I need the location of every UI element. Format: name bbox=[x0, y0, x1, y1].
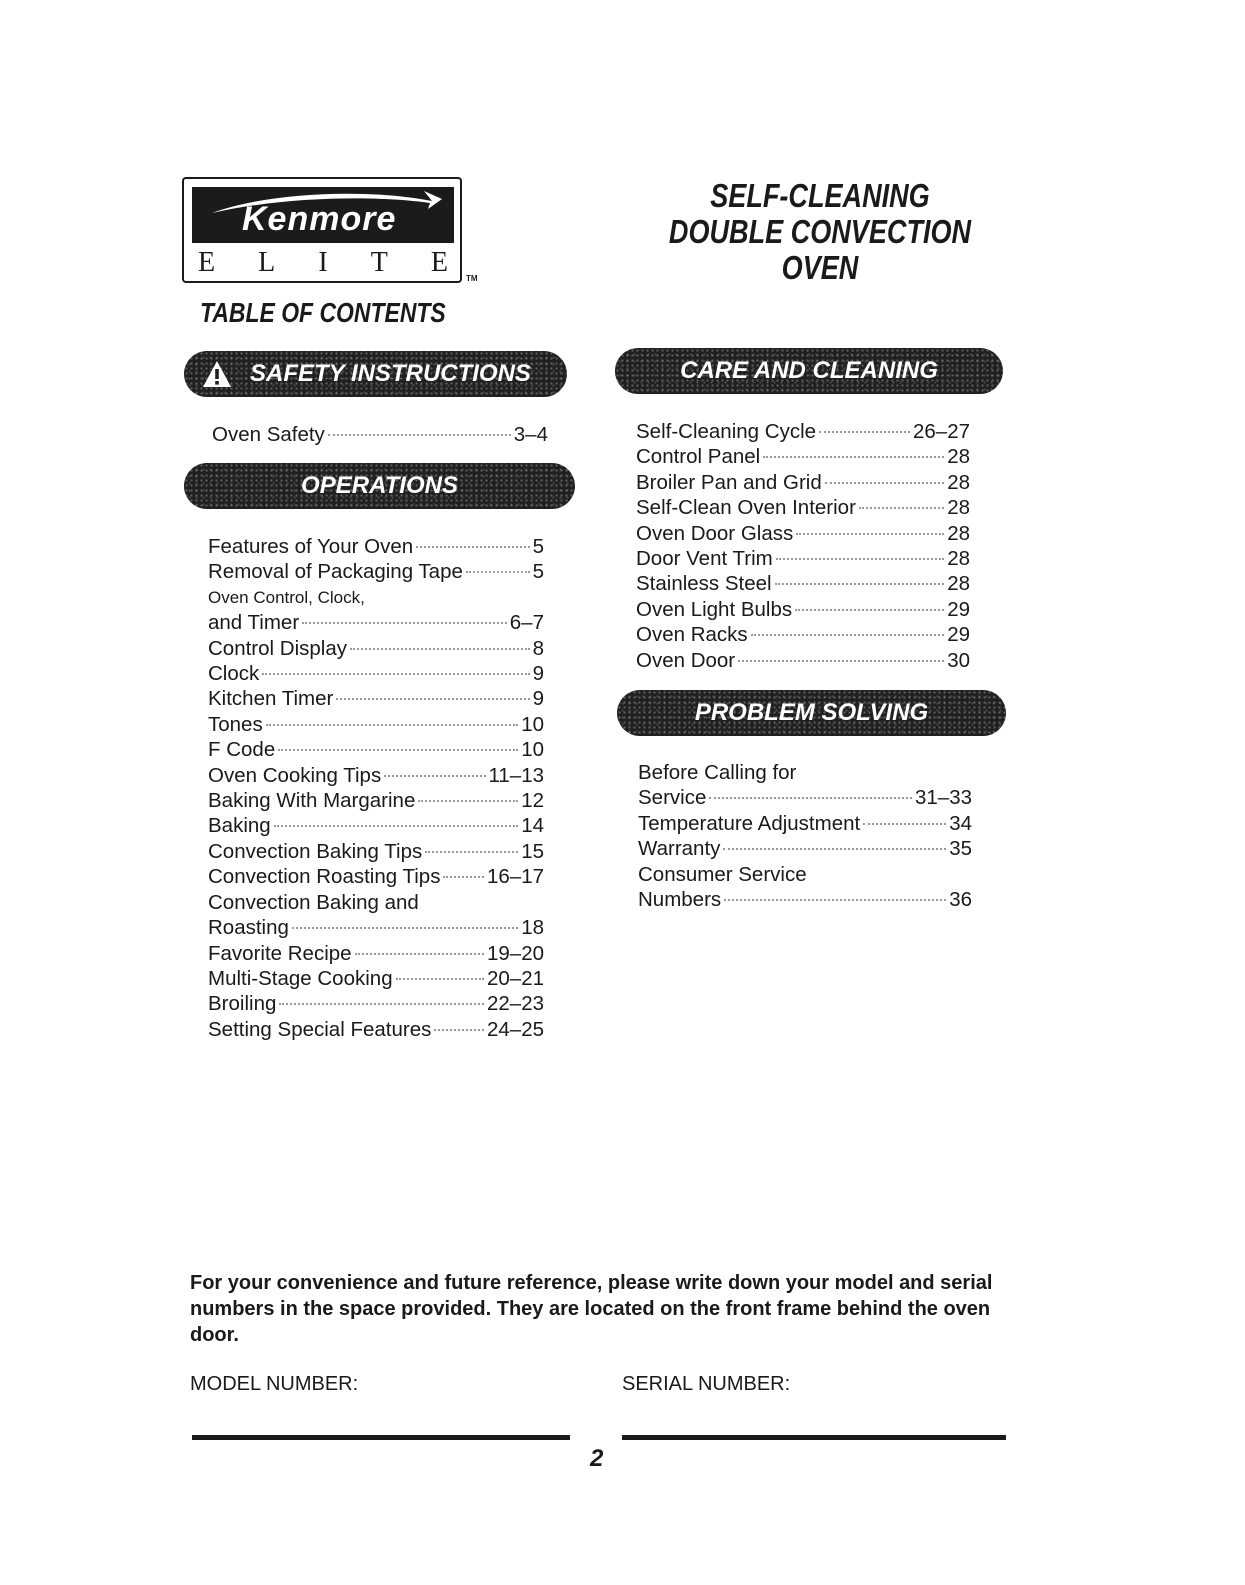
toc-entry-page: 5 bbox=[532, 535, 544, 558]
toc-entry bbox=[638, 887, 972, 912]
dot-leader bbox=[418, 800, 518, 802]
toc-entry-page: 14 bbox=[521, 814, 544, 838]
toc-entry bbox=[636, 597, 970, 622]
toc-entry bbox=[638, 836, 972, 861]
dot-leader bbox=[336, 698, 529, 700]
toc-entry-title: Control Panel bbox=[636, 445, 761, 469]
toc-entry-page: 28 bbox=[947, 521, 970, 545]
dot-leader bbox=[443, 876, 484, 878]
dot-leader bbox=[723, 848, 946, 850]
toc-entry bbox=[208, 839, 544, 864]
toc-entry bbox=[636, 648, 970, 673]
dot-leader bbox=[863, 823, 946, 825]
toc-entry bbox=[636, 571, 970, 596]
section-header-operations bbox=[184, 463, 575, 509]
section-header-safety bbox=[184, 351, 567, 397]
dot-leader bbox=[292, 927, 518, 929]
toc-entry-title: Warranty bbox=[638, 837, 721, 861]
toc-entry-title: Multi-Stage Cooking bbox=[208, 966, 393, 990]
serial-number-line bbox=[622, 1435, 1006, 1440]
toc-entry-title: Self-Cleaning Cycle bbox=[636, 420, 817, 443]
dot-leader bbox=[751, 634, 945, 636]
dot-leader bbox=[776, 558, 944, 560]
toc-entry bbox=[208, 763, 544, 788]
dot-leader bbox=[262, 673, 529, 675]
toc-entry bbox=[638, 785, 972, 810]
dot-leader bbox=[416, 546, 529, 548]
dot-leader bbox=[434, 1029, 484, 1031]
toc-entry-title: Oven Cooking Tips bbox=[208, 763, 382, 787]
dot-leader bbox=[266, 724, 518, 726]
toc-entry bbox=[208, 661, 544, 686]
toc-entry-page: 35 bbox=[949, 837, 972, 861]
toc-entry bbox=[208, 686, 544, 711]
toc-entry-title: Numbers bbox=[638, 888, 722, 912]
toc-entry-page: 24–25 bbox=[486, 1017, 544, 1041]
dot-leader bbox=[396, 978, 484, 980]
serial-number-label: SERIAL NUMBER: bbox=[622, 1373, 791, 1395]
toc-entry-page: 8 bbox=[532, 636, 544, 660]
section-label: SAFETY INSTRUCTIONS bbox=[250, 360, 531, 387]
toc-entry-page: 28 bbox=[947, 470, 970, 494]
toc-entry bbox=[208, 737, 544, 762]
toc-entry-page: 26–27 bbox=[912, 420, 970, 443]
toc-entry bbox=[208, 941, 544, 966]
dot-leader bbox=[350, 648, 530, 650]
toc-entry-title: Before Calling for bbox=[638, 761, 797, 784]
toc-entry-title: Baking With Margarine bbox=[208, 789, 416, 813]
toc-entry bbox=[208, 915, 544, 940]
convenience-note: For your convenience and future reference, please write down your model and serial numbers in the space provided. They are located on the front frame behind the oven door. bbox=[190, 1272, 993, 1346]
toc-entry-page: 30 bbox=[947, 648, 970, 672]
toc-entry bbox=[638, 760, 972, 785]
title-line: OVEN bbox=[781, 249, 859, 286]
toc-entry-page: 20–21 bbox=[486, 966, 544, 990]
dot-leader bbox=[355, 953, 484, 955]
toc-entry-title: F Code bbox=[208, 738, 276, 762]
toc-entry-title: Features of Your Oven bbox=[208, 535, 414, 558]
section-header-problem bbox=[617, 690, 1006, 736]
toc-entry-title: Oven Control, Clock, bbox=[208, 587, 365, 607]
dot-leader bbox=[819, 431, 910, 433]
toc-entry-page: 9 bbox=[532, 687, 544, 711]
toc-entry-title: Convection Roasting Tips bbox=[208, 865, 441, 889]
toc-entry-title: Oven Door Glass bbox=[636, 521, 794, 545]
toc-entry-title: Self-Clean Oven Interior bbox=[636, 496, 856, 520]
toc-entry-title: Stainless Steel bbox=[636, 572, 772, 596]
toc-entry-title: Service bbox=[638, 786, 707, 810]
toc-entry-title: Clock bbox=[208, 662, 260, 686]
toc-entry bbox=[208, 890, 544, 915]
toc-entry-page: 22–23 bbox=[486, 992, 544, 1016]
toc-entry bbox=[208, 585, 544, 610]
toc-entry bbox=[636, 495, 970, 520]
toc-entry-page: 3–4 bbox=[513, 423, 548, 446]
toc-entry bbox=[636, 622, 970, 647]
toc-entry-title: Oven Racks bbox=[636, 623, 748, 647]
dot-leader bbox=[796, 533, 944, 535]
title-line: SELF-CLEANING bbox=[710, 177, 930, 214]
toc-entry-title: Oven Light Bulbs bbox=[636, 597, 793, 621]
toc-entry bbox=[638, 811, 972, 836]
toc-entry-page: 18 bbox=[521, 916, 544, 940]
dot-leader bbox=[738, 660, 944, 662]
toc-entry bbox=[208, 991, 544, 1016]
kenmore-elite-logo bbox=[182, 177, 462, 283]
logo-bar bbox=[192, 187, 454, 243]
model-number-line bbox=[192, 1435, 570, 1440]
section-label: PROBLEM SOLVING bbox=[694, 699, 929, 726]
toc-entry bbox=[208, 864, 544, 889]
toc-entry-page: 5 bbox=[532, 560, 544, 584]
toc-entry-title: Control Display bbox=[208, 636, 347, 660]
toc-entry-title: Kitchen Timer bbox=[208, 687, 334, 711]
toc-title: TABLE OF CONTENTS bbox=[200, 297, 446, 328]
dot-leader bbox=[384, 775, 485, 777]
toc-entry-page: 34 bbox=[949, 811, 972, 835]
toc-entry-title: Setting Special Features bbox=[208, 1017, 432, 1041]
dot-leader bbox=[724, 899, 946, 901]
logo-letter: L bbox=[258, 247, 276, 278]
toc-entry-page: 28 bbox=[947, 547, 970, 571]
toc-entry-title: Convection Baking Tips bbox=[208, 839, 423, 863]
toc-entry bbox=[208, 966, 544, 991]
logo-letter: I bbox=[318, 247, 328, 278]
dot-leader bbox=[274, 825, 519, 827]
toc-entry-page: 9 bbox=[532, 662, 544, 686]
toc-entry-page: 10 bbox=[521, 738, 544, 762]
title-line: DOUBLE CONVECTION bbox=[668, 213, 972, 250]
toc-entry-title: Convection Baking and bbox=[208, 890, 419, 914]
toc-entry bbox=[636, 419, 970, 444]
dot-leader bbox=[825, 482, 944, 484]
toc-entry bbox=[636, 546, 970, 571]
toc-entry-title: Broiling bbox=[208, 992, 277, 1016]
toc-entry bbox=[208, 559, 544, 584]
dot-leader bbox=[279, 1003, 484, 1005]
model-number-label: MODEL NUMBER: bbox=[190, 1373, 359, 1395]
toc-entry-title: Favorite Recipe bbox=[208, 941, 352, 965]
logo-elite bbox=[198, 249, 448, 277]
toc-entry bbox=[638, 862, 972, 887]
toc-entry-title: Consumer Service bbox=[638, 862, 807, 886]
toc-entry-page: 12 bbox=[521, 789, 544, 813]
dot-leader bbox=[328, 434, 511, 436]
toc-entry-title: Oven Door bbox=[636, 648, 736, 672]
section-label: OPERATIONS bbox=[301, 472, 458, 499]
logo-letter: E bbox=[430, 247, 448, 278]
toc-entry bbox=[208, 534, 544, 559]
toc-entry bbox=[636, 444, 970, 469]
dot-leader bbox=[278, 749, 518, 751]
dot-leader bbox=[775, 583, 945, 585]
toc-entry-page: 15 bbox=[521, 839, 544, 863]
dot-leader bbox=[302, 622, 507, 624]
toc-entry-page: 19–20 bbox=[486, 941, 544, 965]
toc-entry bbox=[208, 636, 544, 661]
dot-leader bbox=[425, 851, 518, 853]
toc-entry-title: Door Vent Trim bbox=[636, 547, 773, 571]
toc-entry-page: 10 bbox=[521, 712, 544, 736]
toc-entry bbox=[208, 610, 544, 635]
trademark-mark: TM bbox=[466, 274, 478, 283]
toc-entry-page: 31–33 bbox=[914, 786, 972, 810]
toc-entry-page: 29 bbox=[947, 623, 970, 647]
toc-entry-page: 29 bbox=[947, 597, 970, 621]
toc-list-problem bbox=[638, 760, 972, 912]
logo-brand: Kenmore bbox=[242, 200, 397, 238]
toc-entry-page: 28 bbox=[947, 445, 970, 469]
toc-entry-page: 28 bbox=[947, 572, 970, 596]
dot-leader bbox=[466, 571, 530, 573]
logo-letter: T bbox=[370, 247, 388, 278]
section-header-care bbox=[615, 348, 1003, 394]
document-title bbox=[656, 178, 984, 286]
toc-entry-title: Baking bbox=[208, 814, 271, 838]
toc-entry-title: Roasting bbox=[208, 916, 289, 940]
toc-entry-title: and Timer bbox=[208, 611, 300, 635]
toc-list-safety bbox=[212, 422, 548, 447]
toc-entry bbox=[208, 1017, 544, 1042]
dot-leader bbox=[709, 797, 912, 799]
toc-entry bbox=[636, 521, 970, 546]
toc-entry-page: 28 bbox=[947, 496, 970, 520]
toc-entry-page: 11–13 bbox=[488, 763, 544, 787]
toc-entry-title: Broiler Pan and Grid bbox=[636, 470, 822, 494]
toc-list-care bbox=[636, 419, 970, 673]
toc-entry-title: Temperature Adjustment bbox=[638, 811, 861, 835]
logo-letter: E bbox=[198, 247, 216, 278]
section-label: CARE AND CLEANING bbox=[680, 357, 938, 384]
dot-leader bbox=[859, 507, 944, 509]
toc-entry-title: Oven Safety bbox=[212, 423, 325, 446]
toc-entry bbox=[208, 788, 544, 813]
toc-entry-title: Removal of Packaging Tape bbox=[208, 560, 463, 584]
toc-entry-page: 16–17 bbox=[486, 865, 544, 889]
toc-entry bbox=[208, 712, 544, 737]
toc-list-operations bbox=[208, 534, 544, 1042]
dot-leader bbox=[795, 609, 944, 611]
toc-entry-page: 36 bbox=[949, 888, 972, 912]
toc-entry bbox=[212, 422, 548, 447]
toc-entry-title: Tones bbox=[208, 712, 263, 736]
toc-entry-page: 6–7 bbox=[509, 611, 544, 635]
toc-entry bbox=[636, 470, 970, 495]
page-number: 2 bbox=[590, 1445, 604, 1472]
toc-entry bbox=[208, 813, 544, 838]
dot-leader bbox=[763, 456, 944, 458]
